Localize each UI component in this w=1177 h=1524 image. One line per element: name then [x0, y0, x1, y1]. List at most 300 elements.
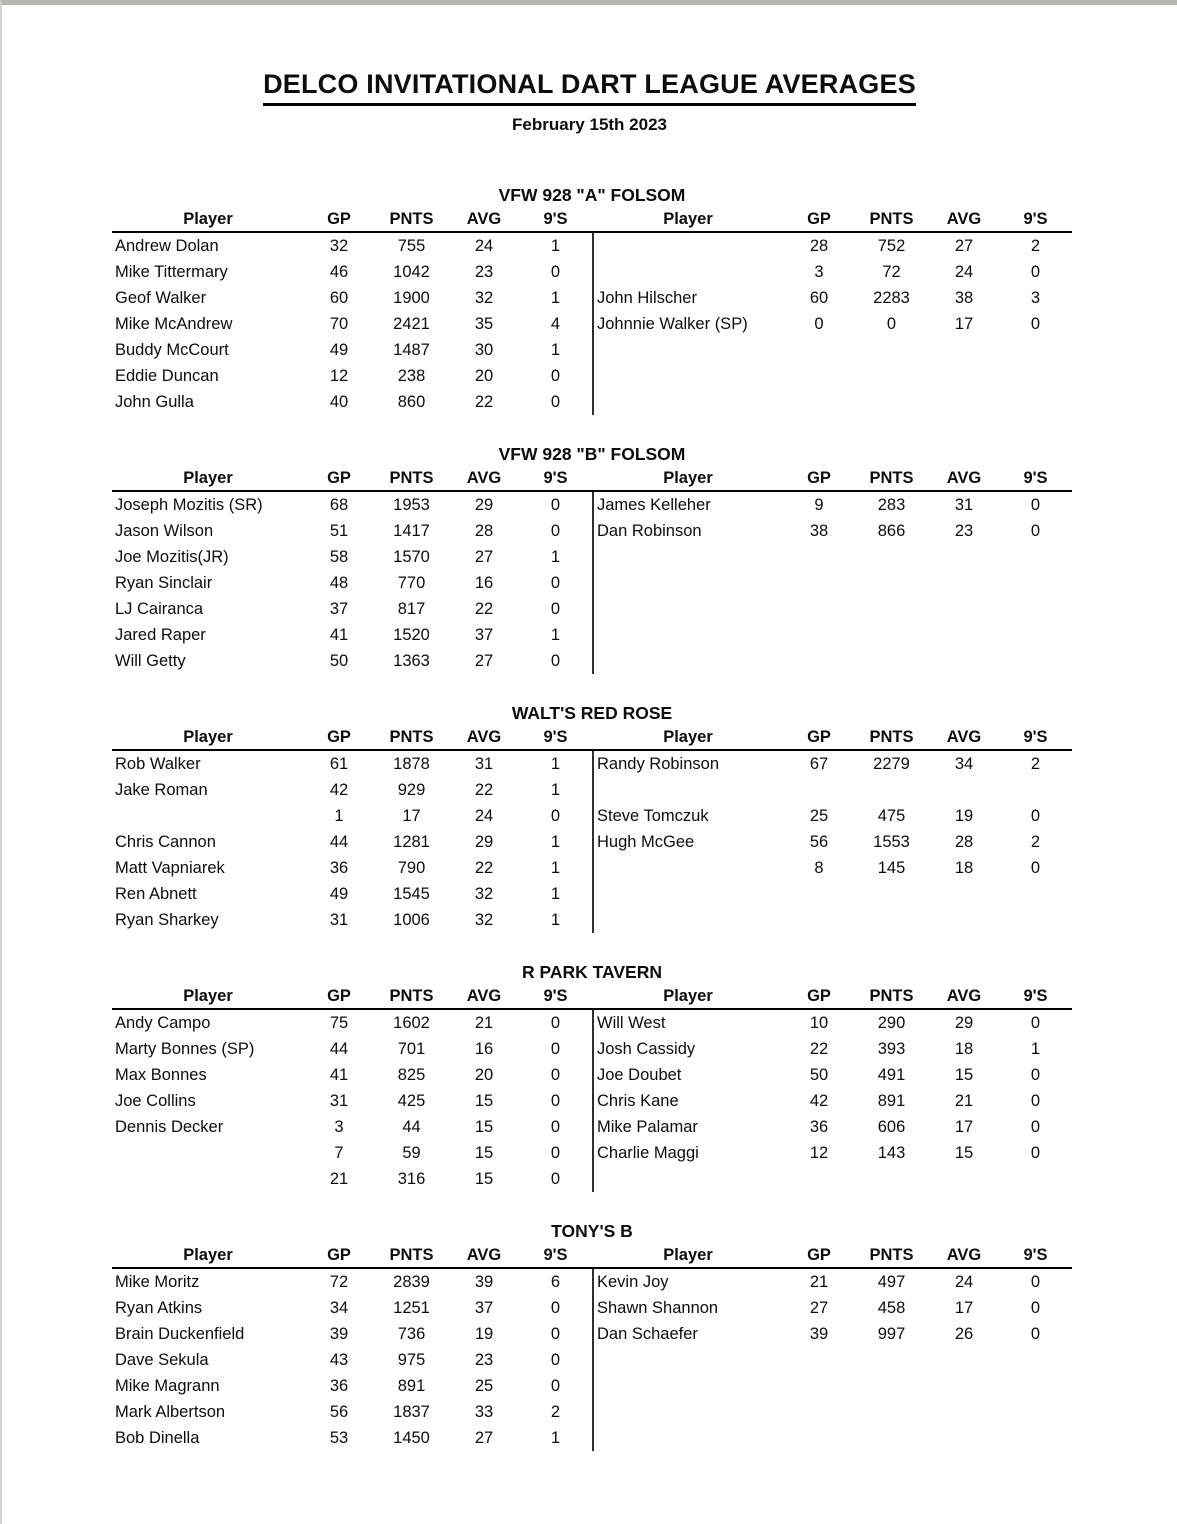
stat-cell-pnts: 736 [397, 1324, 426, 1343]
stat-cell-pnts: 1042 [393, 262, 430, 281]
stat-cell-pnts: 2279 [873, 754, 910, 773]
col-header-pnts: PNTS [389, 209, 434, 228]
player-name-cell: Eddie Duncan [115, 366, 219, 385]
stat-cell-gp: 7 [334, 1143, 344, 1162]
col-header-pnts: PNTS [869, 1245, 914, 1264]
stat-cell-pnts: 458 [877, 1298, 906, 1317]
stat-cell-gp: 56 [809, 832, 829, 851]
stat-cell-gp: 12 [809, 1143, 829, 1162]
col-header-player: Player [663, 727, 713, 746]
player-name-cell: Joe Collins [115, 1091, 196, 1110]
player-name-cell: Randy Robinson [597, 754, 719, 773]
stat-cell-avg: 38 [954, 288, 974, 307]
table-row [594, 1088, 1072, 1114]
table-row [594, 1269, 1072, 1295]
table-row [112, 907, 592, 933]
player-name-cell: Joe Doubet [597, 1065, 682, 1084]
stat-cell-avg: 22 [474, 392, 494, 411]
stat-cell-pnts: 316 [397, 1169, 426, 1188]
col-header-avg: AVG [466, 986, 502, 1005]
stat-cell-pnts: 290 [877, 1013, 906, 1032]
table-row [112, 311, 592, 337]
stat-cell-9s: 1 [1030, 1039, 1041, 1058]
stat-cell-pnts: 497 [877, 1272, 906, 1291]
table-row [112, 570, 592, 596]
stat-cell-pnts: 2283 [873, 288, 910, 307]
stat-cell-9s: 0 [1030, 1143, 1041, 1162]
left-table [112, 1243, 592, 1451]
stat-cell-pnts: 752 [877, 236, 906, 255]
stat-cell-gp: 56 [329, 1402, 349, 1421]
table-row [594, 1166, 1072, 1192]
table-body [592, 233, 1072, 415]
page-title-text: DELCO INVITATIONAL DART LEAGUE AVERAGES [263, 69, 916, 106]
section-tables [112, 984, 1072, 1192]
stat-cell-gp: 34 [329, 1298, 349, 1317]
col-header-avg: AVG [466, 727, 502, 746]
col-header-gp: GP [807, 209, 831, 228]
stat-cell-pnts: 891 [397, 1376, 426, 1395]
table-row [594, 1295, 1072, 1321]
table-row [594, 803, 1072, 829]
table-header-row [112, 207, 592, 233]
table-row [112, 1036, 592, 1062]
stat-cell-pnts: 825 [397, 1065, 426, 1084]
stat-cell-pnts: 1878 [393, 754, 430, 773]
stat-cell-9s: 1 [550, 780, 561, 799]
stat-cell-pnts: 0 [886, 314, 897, 333]
stat-cell-gp: 43 [329, 1350, 349, 1369]
stat-cell-9s: 0 [550, 1039, 561, 1058]
stat-cell-pnts: 891 [877, 1091, 906, 1110]
table-row [112, 518, 592, 544]
stat-cell-gp: 36 [329, 858, 349, 877]
stat-cell-9s: 2 [1030, 832, 1041, 851]
col-header-9s: 9'S [543, 727, 568, 746]
stat-cell-pnts: 1545 [393, 884, 430, 903]
player-name-cell: Chris Kane [597, 1091, 679, 1110]
right-table [592, 1243, 1072, 1451]
table-row [112, 622, 592, 648]
stat-cell-avg: 31 [474, 754, 494, 773]
stat-cell-pnts: 1006 [393, 910, 430, 929]
stat-cell-9s: 0 [1030, 1298, 1041, 1317]
table-row [112, 233, 592, 259]
stat-cell-pnts: 59 [402, 1143, 421, 1162]
stat-cell-9s: 0 [550, 495, 561, 514]
table-row [594, 1036, 1072, 1062]
stat-cell-gp: 42 [809, 1091, 829, 1110]
player-name-cell: John Hilscher [597, 288, 697, 307]
stat-cell-gp: 0 [814, 314, 824, 333]
table-header-row [592, 1243, 1072, 1269]
stat-cell-avg: 24 [474, 806, 494, 825]
col-header-player: Player [183, 1245, 233, 1264]
table-row [112, 751, 592, 777]
stat-cell-pnts: 1417 [393, 521, 430, 540]
stat-cell-avg: 24 [954, 262, 974, 281]
col-header-player: Player [183, 727, 233, 746]
col-header-gp: GP [327, 1245, 351, 1264]
stat-cell-pnts: 425 [397, 1091, 426, 1110]
stat-cell-pnts: 2421 [393, 314, 430, 333]
col-header-player: Player [663, 986, 713, 1005]
table-body [112, 233, 592, 415]
stat-cell-avg: 22 [474, 780, 494, 799]
league-section [2, 701, 1177, 933]
stat-cell-gp: 12 [329, 366, 349, 385]
table-row [594, 1010, 1072, 1036]
table-row [594, 259, 1072, 285]
league-section [2, 442, 1177, 674]
table-row [112, 259, 592, 285]
stat-cell-gp: 49 [329, 340, 349, 359]
player-name-cell: Joe Mozitis(JR) [115, 547, 229, 566]
table-row [112, 1373, 592, 1399]
stat-cell-9s: 1 [550, 754, 561, 773]
stat-cell-avg: 27 [954, 236, 974, 255]
stat-cell-gp: 32 [329, 236, 349, 255]
table-header-row [112, 984, 592, 1010]
stat-cell-avg: 32 [474, 884, 494, 903]
stat-cell-gp: 39 [809, 1324, 829, 1343]
stat-cell-9s: 4 [550, 314, 561, 333]
stat-cell-avg: 27 [474, 1428, 494, 1447]
player-name-cell: Andy Campo [115, 1013, 211, 1032]
stat-cell-avg: 35 [474, 314, 494, 333]
player-name-cell: Will West [597, 1013, 666, 1032]
stat-cell-9s: 0 [550, 1065, 561, 1084]
stat-cell-gp: 31 [329, 1091, 349, 1110]
stat-cell-avg: 15 [474, 1117, 494, 1136]
player-name-cell: Buddy McCourt [115, 340, 229, 359]
table-row [594, 492, 1072, 518]
stat-cell-gp: 37 [329, 599, 349, 618]
table-row [112, 1425, 592, 1451]
player-name-cell: Mike Moritz [115, 1272, 200, 1291]
stat-cell-gp: 44 [329, 832, 349, 851]
table-row [112, 829, 592, 855]
section-title: VFW 928 "A" FOLSOM [498, 185, 686, 205]
left-table [112, 725, 592, 933]
stat-cell-9s: 0 [550, 392, 561, 411]
section-title: TONY'S B [551, 1221, 633, 1241]
stat-cell-pnts: 143 [877, 1143, 906, 1162]
stat-cell-avg: 17 [954, 1117, 974, 1136]
player-name-cell: Chris Cannon [115, 832, 216, 851]
stat-cell-gp: 44 [329, 1039, 349, 1058]
player-name-cell: Mike Tittermary [115, 262, 228, 281]
player-name-cell: Jason Wilson [115, 521, 214, 540]
table-row [594, 570, 1072, 596]
table-row [594, 1114, 1072, 1140]
section-tables [112, 207, 1072, 415]
table-row [112, 492, 592, 518]
stat-cell-gp: 41 [329, 1065, 349, 1084]
player-name-cell: Steve Tomczuk [597, 806, 709, 825]
stat-cell-avg: 24 [954, 1272, 974, 1291]
stat-cell-9s: 0 [550, 1143, 561, 1162]
player-name-cell: Max Bonnes [115, 1065, 207, 1084]
col-header-pnts: PNTS [389, 727, 434, 746]
stat-cell-pnts: 755 [397, 236, 426, 255]
table-row [112, 1295, 592, 1321]
table-row [112, 881, 592, 907]
col-header-9s: 9'S [1023, 1245, 1048, 1264]
stat-cell-9s: 0 [550, 573, 561, 592]
table-row [112, 285, 592, 311]
stat-cell-gp: 49 [329, 884, 349, 903]
player-name-cell: Shawn Shannon [597, 1298, 719, 1317]
player-name-cell: Ryan Sharkey [115, 910, 219, 929]
player-name-cell: Charlie Maggi [597, 1143, 699, 1162]
stat-cell-9s: 0 [550, 1091, 561, 1110]
table-row [594, 751, 1072, 777]
player-name-cell: Dennis Decker [115, 1117, 224, 1136]
left-table [112, 466, 592, 674]
stat-cell-avg: 22 [474, 599, 494, 618]
stat-cell-pnts: 1487 [393, 340, 430, 359]
col-header-avg: AVG [466, 468, 502, 487]
col-header-player: Player [183, 468, 233, 487]
stat-cell-gp: 68 [329, 495, 349, 514]
col-header-pnts: PNTS [389, 468, 434, 487]
stat-cell-gp: 51 [329, 521, 349, 540]
section-title: R PARK TAVERN [522, 962, 662, 982]
stat-cell-9s: 0 [550, 366, 561, 385]
table-row [112, 1269, 592, 1295]
stat-cell-gp: 39 [329, 1324, 349, 1343]
player-name-cell: Will Getty [115, 651, 186, 670]
table-row [112, 1062, 592, 1088]
stat-cell-pnts: 997 [877, 1324, 906, 1343]
stat-cell-pnts: 1251 [393, 1298, 430, 1317]
col-header-player: Player [183, 209, 233, 228]
player-name-cell: Mike McAndrew [115, 314, 233, 333]
col-header-gp: GP [807, 468, 831, 487]
stat-cell-avg: 26 [954, 1324, 974, 1343]
col-header-pnts: PNTS [869, 209, 914, 228]
stat-cell-pnts: 1570 [393, 547, 430, 566]
table-body [592, 1269, 1072, 1451]
stat-cell-pnts: 72 [882, 262, 901, 281]
table-row [594, 1140, 1072, 1166]
col-header-gp: GP [327, 727, 351, 746]
table-row [594, 855, 1072, 881]
stat-cell-gp: 31 [329, 910, 349, 929]
stat-cell-9s: 1 [550, 884, 561, 903]
col-header-9s: 9'S [543, 468, 568, 487]
stat-cell-avg: 28 [954, 832, 974, 851]
stat-cell-avg: 28 [474, 521, 494, 540]
league-section [2, 1219, 1177, 1451]
stat-cell-9s: 0 [1030, 262, 1041, 281]
stat-cell-9s: 2 [1030, 236, 1041, 255]
col-header-gp: GP [807, 1245, 831, 1264]
stat-cell-9s: 2 [1030, 754, 1041, 773]
stat-cell-9s: 1 [550, 1428, 561, 1447]
table-row [112, 544, 592, 570]
stat-cell-gp: 40 [329, 392, 349, 411]
stat-cell-pnts: 1953 [393, 495, 430, 514]
stat-cell-avg: 31 [954, 495, 974, 514]
col-header-pnts: PNTS [869, 468, 914, 487]
col-header-avg: AVG [946, 727, 982, 746]
col-header-gp: GP [327, 986, 351, 1005]
table-row [594, 829, 1072, 855]
stat-cell-pnts: 860 [397, 392, 426, 411]
player-name-cell: James Kelleher [597, 495, 711, 514]
right-table [592, 466, 1072, 674]
table-row [112, 596, 592, 622]
stat-cell-gp: 36 [809, 1117, 829, 1136]
stat-cell-9s: 0 [550, 1117, 561, 1136]
stat-cell-avg: 15 [954, 1065, 974, 1084]
stat-cell-9s: 0 [1030, 1065, 1041, 1084]
player-name-cell: Jared Raper [115, 625, 206, 644]
stat-cell-pnts: 1602 [393, 1013, 430, 1032]
stat-cell-pnts: 1520 [393, 625, 430, 644]
table-row [594, 1373, 1072, 1399]
col-header-player: Player [663, 468, 713, 487]
stat-cell-9s: 1 [550, 547, 561, 566]
col-header-pnts: PNTS [869, 727, 914, 746]
table-row [112, 363, 592, 389]
col-header-avg: AVG [946, 1245, 982, 1264]
table-row [112, 337, 592, 363]
table-body [592, 1010, 1072, 1192]
col-header-pnts: PNTS [869, 986, 914, 1005]
col-header-9s: 9'S [1023, 727, 1048, 746]
stat-cell-9s: 0 [1030, 1013, 1041, 1032]
stat-cell-9s: 0 [550, 806, 561, 825]
stat-cell-gp: 25 [809, 806, 829, 825]
stat-cell-gp: 70 [329, 314, 349, 333]
player-name-cell: Joseph Mozitis (SR) [115, 495, 263, 514]
stat-cell-9s: 0 [1030, 858, 1041, 877]
stat-cell-avg: 29 [474, 495, 494, 514]
stat-cell-avg: 15 [954, 1143, 974, 1162]
col-header-9s: 9'S [1023, 209, 1048, 228]
stat-cell-pnts: 606 [877, 1117, 906, 1136]
stat-cell-9s: 0 [550, 1350, 561, 1369]
stat-cell-9s: 6 [550, 1272, 561, 1291]
player-name-cell: Ryan Sinclair [115, 573, 213, 592]
stat-cell-9s: 0 [550, 262, 561, 281]
stat-cell-avg: 23 [474, 262, 494, 281]
stat-cell-avg: 37 [474, 625, 494, 644]
stat-cell-9s: 0 [550, 1169, 561, 1188]
stat-cell-pnts: 929 [397, 780, 426, 799]
col-header-player: Player [663, 1245, 713, 1264]
stat-cell-avg: 23 [954, 521, 974, 540]
col-header-avg: AVG [946, 209, 982, 228]
right-table [592, 984, 1072, 1192]
stat-cell-avg: 21 [954, 1091, 974, 1110]
stat-cell-gp: 8 [814, 858, 824, 877]
col-header-gp: GP [807, 727, 831, 746]
right-table [592, 207, 1072, 415]
stat-cell-9s: 1 [550, 832, 561, 851]
table-row [594, 518, 1072, 544]
player-name-cell: Brain Duckenfield [115, 1324, 245, 1343]
player-name-cell: Mike Palamar [597, 1117, 698, 1136]
stat-cell-avg: 22 [474, 858, 494, 877]
stat-cell-gp: 22 [809, 1039, 829, 1058]
table-row [594, 907, 1072, 933]
stat-cell-gp: 67 [809, 754, 829, 773]
stat-cell-pnts: 1553 [873, 832, 910, 851]
stat-cell-gp: 42 [329, 780, 349, 799]
stat-cell-avg: 18 [954, 1039, 974, 1058]
stat-cell-9s: 0 [550, 1298, 561, 1317]
col-header-avg: AVG [946, 986, 982, 1005]
stat-cell-avg: 32 [474, 288, 494, 307]
stat-cell-gp: 9 [814, 495, 824, 514]
col-header-avg: AVG [466, 1245, 502, 1264]
table-body [112, 1010, 592, 1192]
stat-cell-9s: 0 [550, 651, 561, 670]
stat-cell-gp: 36 [329, 1376, 349, 1395]
table-row [594, 363, 1072, 389]
stat-cell-9s: 0 [1030, 495, 1041, 514]
player-name-cell: Mark Albertson [115, 1402, 226, 1421]
col-header-avg: AVG [466, 209, 502, 228]
col-header-9s: 9'S [543, 1245, 568, 1264]
table-row [112, 1140, 592, 1166]
table-row [594, 311, 1072, 337]
player-name-cell: Jake Roman [115, 780, 208, 799]
stat-cell-9s: 0 [1030, 1272, 1041, 1291]
stat-cell-pnts: 1281 [393, 832, 430, 851]
table-header-row [112, 466, 592, 492]
stat-cell-9s: 0 [550, 521, 561, 540]
col-header-gp: GP [327, 468, 351, 487]
stat-cell-gp: 46 [329, 262, 349, 281]
player-name-cell: Dave Sekula [115, 1350, 209, 1369]
player-name-cell: Dan Schaefer [597, 1324, 698, 1343]
stat-cell-avg: 37 [474, 1298, 494, 1317]
stat-cell-avg: 30 [474, 340, 494, 359]
table-row [112, 777, 592, 803]
col-header-pnts: PNTS [389, 1245, 434, 1264]
table-row [112, 1347, 592, 1373]
stat-cell-avg: 29 [474, 832, 494, 851]
table-row [112, 1399, 592, 1425]
stat-cell-gp: 75 [329, 1013, 349, 1032]
stat-cell-avg: 15 [474, 1169, 494, 1188]
table-row [594, 881, 1072, 907]
stat-cell-pnts: 283 [877, 495, 906, 514]
table-body [592, 492, 1072, 674]
stat-cell-avg: 15 [474, 1091, 494, 1110]
stat-cell-9s: 0 [550, 1324, 561, 1343]
stat-cell-gp: 38 [809, 521, 829, 540]
stat-cell-pnts: 975 [397, 1350, 426, 1369]
stat-cell-gp: 72 [329, 1272, 349, 1291]
stat-cell-9s: 1 [550, 625, 561, 644]
stat-cell-pnts: 475 [877, 806, 906, 825]
stat-cell-avg: 19 [954, 806, 974, 825]
table-row [112, 1010, 592, 1036]
stat-cell-avg: 20 [474, 1065, 494, 1084]
section-tables [112, 1243, 1072, 1451]
league-section [2, 960, 1177, 1192]
table-body [112, 1269, 592, 1451]
table-header-row [592, 466, 1072, 492]
stat-cell-9s: 1 [550, 910, 561, 929]
stat-cell-9s: 1 [550, 236, 561, 255]
